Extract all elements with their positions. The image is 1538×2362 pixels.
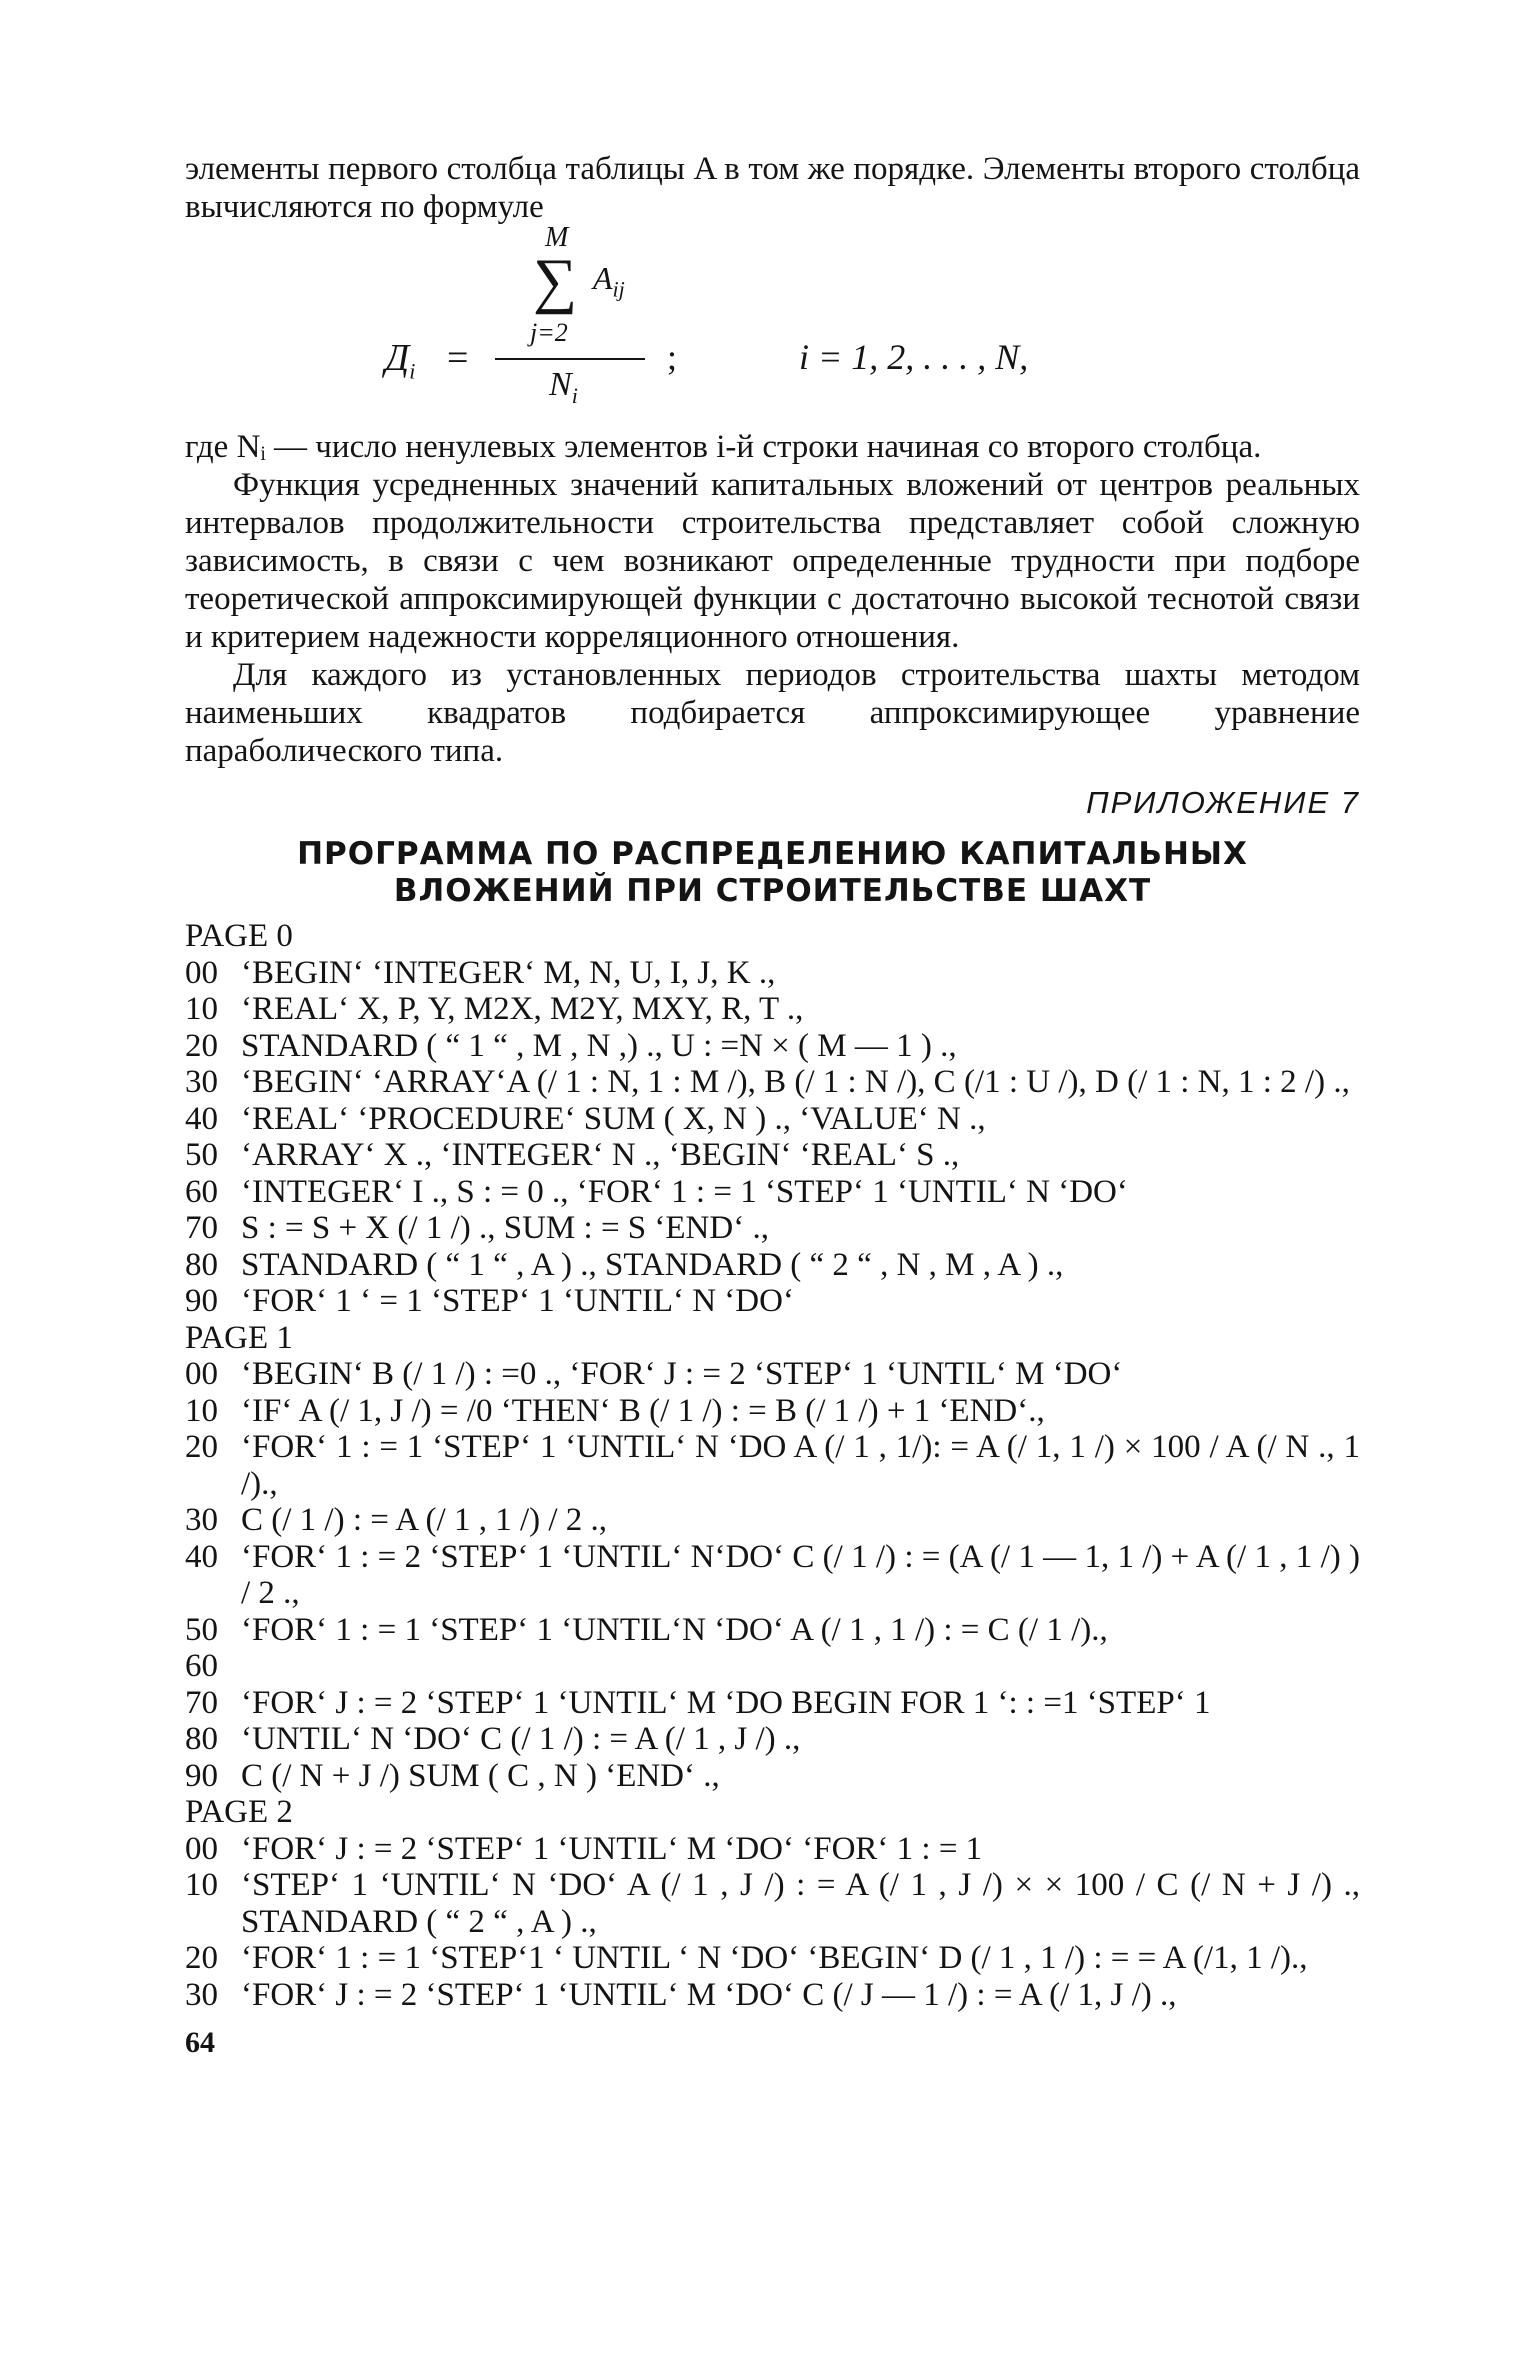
appendix-label: ПРИЛОЖЕНИЕ 7 — [1086, 785, 1360, 820]
code-line — [185, 1867, 1360, 1940]
paragraph-intro: элементы первого столбца таблицы A в том же порядке. Элементы второго столбца вычисляются по формуле — [185, 151, 1360, 225]
lhs-symbol: Д — [385, 337, 410, 379]
code-line — [185, 955, 1360, 992]
line-number: 20 — [185, 1429, 218, 1465]
line-number: 10 — [185, 1392, 218, 1429]
line-text: ‘FOR‘ 1 ‘ = 1 ‘STEP‘ 1 ‘UNTIL‘ N ‘DO‘ — [241, 1283, 794, 1319]
code-line — [185, 1210, 1360, 1247]
code-line — [185, 1721, 1360, 1758]
code-line — [185, 1539, 1360, 1612]
program-page-2 — [185, 1794, 1360, 2013]
code-line — [185, 1028, 1360, 1065]
line-text: ‘REAL‘ X, P, Y, M2X, M2Y, MXY, R, T ., — [241, 991, 804, 1027]
line-number: 90 — [185, 1757, 218, 1794]
line-text: ‘IF‘ A (/ 1, J /) = /0 ‘THEN‘ B (/ 1 /) : = B (/ 1 /) + 1 ‘END‘., — [241, 1392, 1045, 1429]
code-line — [185, 1429, 1360, 1502]
code-line — [185, 1137, 1360, 1174]
denominator-subscript: i — [571, 382, 578, 408]
summand-symbol: A — [593, 260, 613, 296]
line-text: ‘FOR‘ J : = 2 ‘STEP‘ 1 ‘UNTIL‘ M ‘DO‘ ‘FOR‘ 1 : = 1 — [241, 1830, 983, 1867]
line-number: 40 — [185, 1538, 218, 1575]
line-text: STANDARD ( “ 1 “ , M , N ,) ., U : =N × ( M — 1 ) ., — [241, 1027, 957, 1064]
code-line — [185, 1502, 1360, 1539]
line-number: 60 — [185, 1173, 218, 1210]
sum-sigma-symbol: ∑ — [533, 247, 578, 315]
page-label: PAGE 2 — [185, 1794, 293, 1830]
page-label: PAGE 0 — [185, 918, 293, 954]
line-text: ‘BEGIN‘ B (/ 1 /) : =0 ., ‘FOR‘ J : = 2 ‘STEP‘ 1 ‘UNTIL‘ M ‘DO‘ — [241, 1356, 1123, 1392]
code-line — [185, 1831, 1360, 1868]
line-number: 60 — [185, 1648, 218, 1684]
formula-separator: ; — [667, 337, 678, 377]
line-number: 30 — [185, 1976, 218, 2013]
code-line — [185, 1356, 1360, 1393]
formula-block — [185, 222, 1360, 428]
line-text: ‘FOR‘ 1 : = 2 ‘STEP‘ 1 ‘UNTIL‘ N‘DO‘ C (/ 1 /) : = (A (/ 1 — 1, 1 /) + A (/ 1 , 1 /) ) / 2 ., — [241, 1538, 1360, 1611]
lhs-subscript: i — [409, 358, 416, 384]
line-number: 30 — [185, 1064, 218, 1100]
fraction-bar — [495, 358, 645, 360]
program-page-0 — [185, 918, 1360, 1320]
code-line — [185, 1101, 1360, 1138]
sum-lower-limit: j=2 — [530, 318, 568, 347]
line-text: ‘FOR‘ J : = 2 ‘STEP‘ 1 ‘UNTIL‘ M ‘DO‘ C (/ J — 1 /) : = A (/ 1, J /) ., — [241, 1976, 1177, 2013]
code-line — [185, 1685, 1360, 1722]
program-title-line-2: ВЛОЖЕНИЙ ПРИ СТРОИТЕЛЬСТВЕ ШАХТ — [393, 873, 1152, 909]
line-number: 50 — [185, 1611, 218, 1648]
denominator-symbol: N — [549, 366, 572, 403]
code-line — [185, 1283, 1360, 1320]
line-number: 90 — [185, 1283, 218, 1319]
line-text: ‘BEGIN‘ ‘ARRAY‘A (/ 1 : N, 1 : M /), B (/ 1 : N /), C (/1 : U /), D (/ 1 : N, 1 : 2 /) ., — [241, 1064, 1350, 1100]
line-text: ‘STEP‘ 1 ‘UNTIL‘ N ‘DO‘ A (/ 1 , J /) : = A (/ 1 , J /) × × 100 / C (/ N + J /) ., STANDARD ( “ 2 “ , A ) ., — [241, 1867, 1360, 1940]
paragraph-where: где Nᵢ — число ненулевых элементов i-й строки начиная со второго столбца. — [185, 429, 1262, 465]
page-number: 64 — [185, 2026, 215, 2059]
document-page — [185, 150, 1360, 2063]
formula-lhs — [385, 336, 415, 385]
sum-upper-limit: M — [545, 222, 569, 253]
formula-denominator — [549, 366, 578, 409]
program-page-1 — [185, 1320, 1360, 1795]
line-text: ‘FOR‘ 1 : = 1 ‘STEP‘1 ‘ UNTIL ‘ N ‘DO‘ ‘BEGIN‘ D (/ 1 , 1 /) : = = A (/1, 1 /)., — [241, 1940, 1308, 1976]
line-text: ‘FOR‘ J : = 2 ‘STEP‘ 1 ‘UNTIL‘ M ‘DO BEGIN FOR 1 ‘: : =1 ‘STEP‘ 1 — [241, 1684, 1211, 1721]
line-number: 80 — [185, 1721, 218, 1757]
code-line — [185, 991, 1360, 1028]
line-number: 50 — [185, 1137, 218, 1173]
line-text: S : = S + X (/ 1 /) ., SUM : = S ‘END‘ ., — [241, 1210, 769, 1246]
line-number: 80 — [185, 1246, 218, 1283]
line-text: STANDARD ( “ 1 “ , A ) ., STANDARD ( “ 2 “ , N , M , A ) ., — [241, 1246, 1064, 1283]
page-label: PAGE 1 — [185, 1319, 293, 1356]
line-number: 10 — [185, 1867, 218, 1903]
line-text: ‘INTEGER‘ I ., S : = 0 ., ‘FOR‘ 1 : = 1 ‘STEP‘ 1 ‘UNTIL‘ N ‘DO‘ — [241, 1173, 1128, 1210]
code-line — [185, 1393, 1360, 1430]
program-title — [185, 836, 1360, 910]
code-line — [185, 1612, 1360, 1649]
code-line — [185, 1977, 1360, 2014]
formula-index-range: i = 1, 2, . . . , N, — [799, 337, 1029, 377]
line-text: ‘FOR‘ 1 : = 1 ‘STEP‘ 1 ‘UNTIL‘ N ‘DO A (/ 1 , 1/): = A (/ 1, 1 /) × 100 / A (/ N ., 1 /)., — [241, 1429, 1360, 1502]
code-line — [185, 1940, 1360, 1977]
line-text: ‘REAL‘ ‘PROCEDURE‘ SUM ( X, N ) ., ‘VALUE‘ N ., — [241, 1100, 986, 1137]
code-line — [185, 1247, 1360, 1284]
line-number: 30 — [185, 1502, 218, 1538]
line-number: 20 — [185, 1940, 218, 1976]
formula-equals: = — [447, 337, 469, 379]
line-text: C (/ 1 /) : = A (/ 1 , 1 /) / 2 ., — [241, 1502, 608, 1538]
line-number: 00 — [185, 1830, 218, 1867]
code-line — [185, 1174, 1360, 1211]
line-text: C (/ N + J /) SUM ( C , N ) ‘END‘ ., — [241, 1757, 720, 1794]
line-text: ‘ARRAY‘ X ., ‘INTEGER‘ N ., ‘BEGIN‘ ‘REAL‘ S ., — [241, 1137, 960, 1173]
line-number: 00 — [185, 954, 218, 991]
line-number: 20 — [185, 1027, 218, 1064]
line-number: 40 — [185, 1100, 218, 1137]
summand-subscript: ij — [612, 276, 625, 302]
program-title-line-1: ПРОГРАММА ПО РАСПРЕДЕЛЕНИЮ КАПИТАЛЬНЫХ — [297, 836, 1248, 872]
line-text: ‘BEGIN‘ ‘INTEGER‘ M, N, U, I, J, K ., — [241, 954, 776, 991]
program-listing — [185, 918, 1360, 2013]
line-number: 00 — [185, 1356, 218, 1392]
sum-summand — [593, 260, 625, 302]
line-number: 70 — [185, 1210, 218, 1246]
line-number: 70 — [185, 1684, 218, 1721]
paragraph-function: Функция усредненных значений капитальных вложений от центров реальных интервалов продолжительности строительства представляет собой сложную зависимость, в связи с чем возникают определенные трудности при подборе теоретической аппроксимирующей функции с достаточно высокой теснотой связи и критерием надежности корреляционного отношения. — [185, 467, 1360, 655]
code-line — [185, 1648, 1360, 1685]
code-line — [185, 1064, 1360, 1101]
line-text: ‘FOR‘ 1 : = 1 ‘STEP‘ 1 ‘UNTIL‘N ‘DO‘ A (/ 1 , 1 /) : = C (/ 1 /)., — [241, 1611, 1108, 1648]
paragraph-method: Для каждого из установленных периодов строительства шахты методом наименьших квадратов подбирается аппроксимирующее уравнение параболического типа. — [185, 657, 1360, 769]
line-number: 10 — [185, 991, 218, 1027]
code-line — [185, 1758, 1360, 1795]
line-text: ‘UNTIL‘ N ‘DO‘ C (/ 1 /) : = A (/ 1 , J /) ., — [241, 1721, 801, 1757]
